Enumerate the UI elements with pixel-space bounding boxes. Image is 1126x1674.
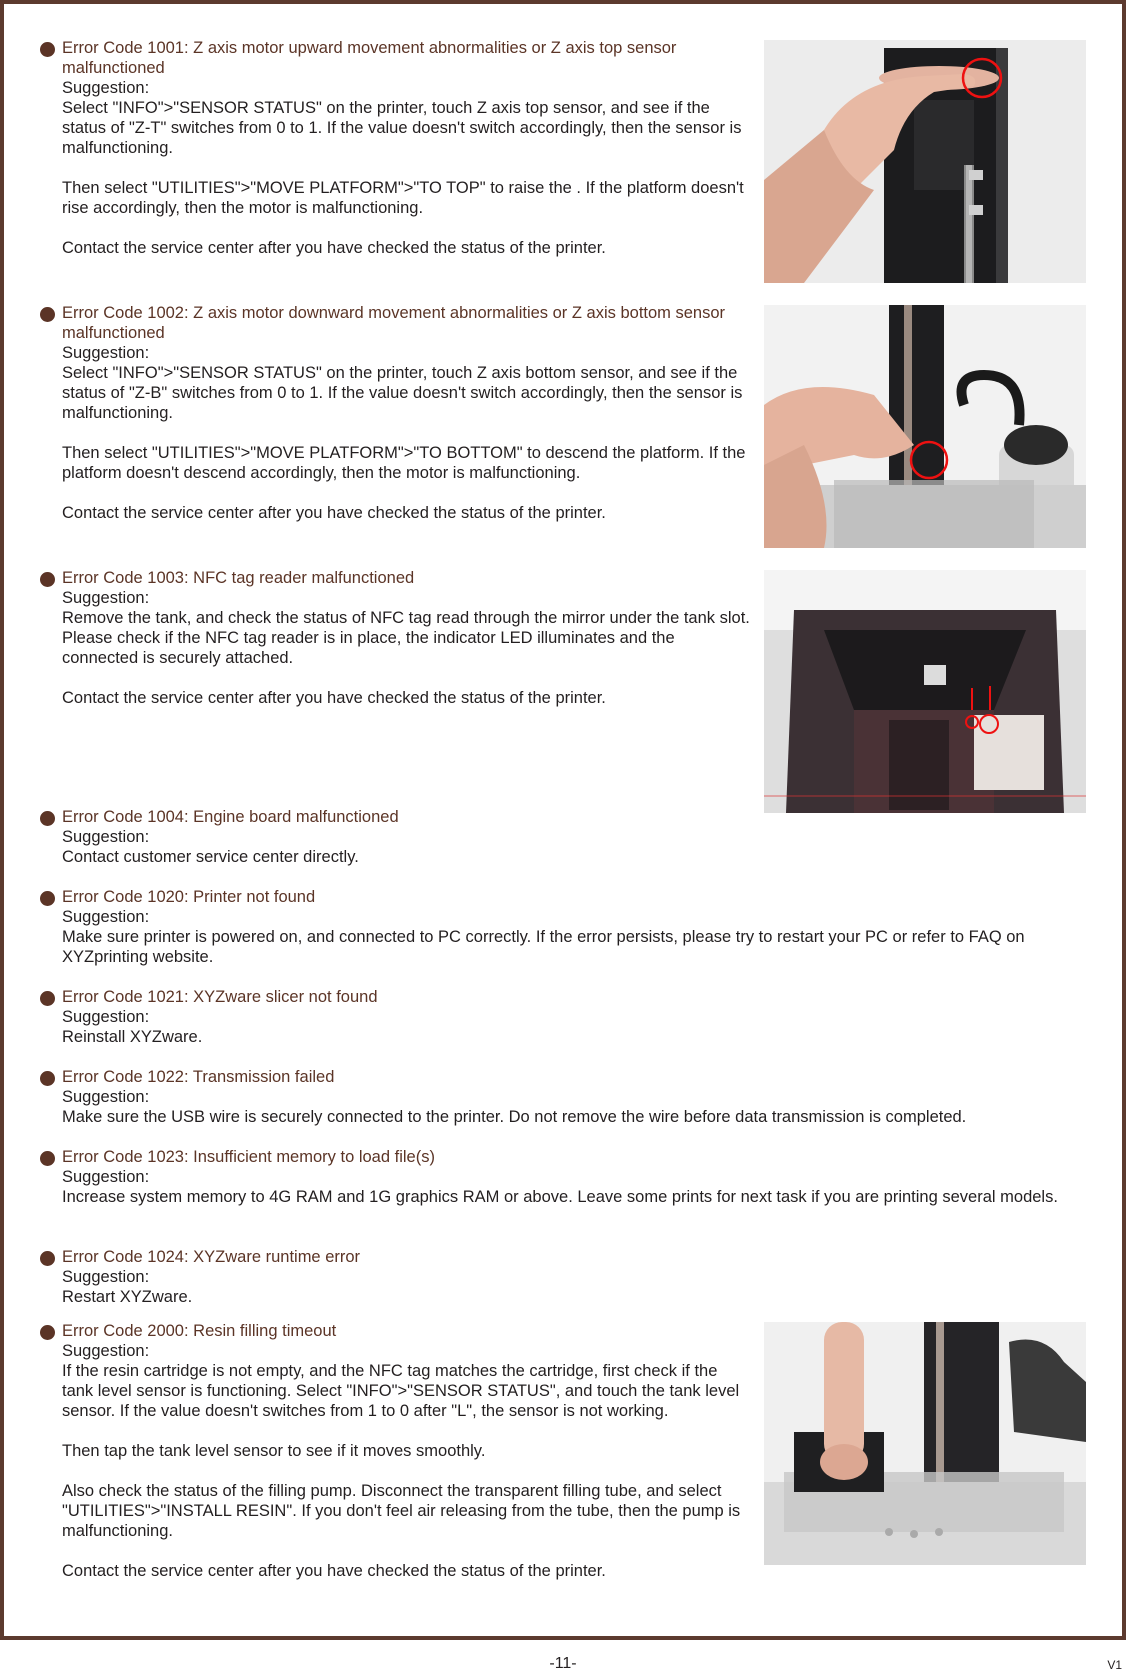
suggestion-text: Then tap the tank level sensor to see if it moves smoothly. (62, 1442, 486, 1460)
suggestion-label: Suggestion: (62, 1008, 150, 1026)
error-entry-2000 (40, 1321, 750, 1581)
suggestion-label: Suggestion: (62, 1268, 150, 1286)
suggestion-text: Increase system memory to 4G RAM and 1G graphics RAM or above. Leave some prints for next task if you are printing several models. (62, 1188, 1058, 1206)
error-title: Error Code 2000: Resin filling timeout (62, 1322, 337, 1340)
version-label: V1 (1107, 1658, 1122, 1672)
error-entry-1002 (40, 303, 750, 523)
suggestion-text: Reinstall XYZware. (62, 1028, 203, 1046)
suggestion-text: If the resin cartridge is not empty, and the NFC tag matches the cartridge, first check if the tank level sensor is functioning. Select "INFO">"SENSOR STATUS", and touch the tank level sensor. If the value doesn't switches from 1 to 0 after "L", the sensor is not working. (62, 1362, 740, 1420)
suggestion-text: Then select "UTILITIES">"MOVE PLATFORM">"TO TOP" to raise the . If the platform doesn't rise accordingly, then the motor is malfunctioning. (62, 179, 744, 217)
photo-z-bottom-sensor (764, 305, 1086, 548)
bullet-icon (40, 42, 55, 57)
suggestion-text: Restart XYZware. (62, 1288, 193, 1306)
error-entry-1022 (40, 1067, 1090, 1127)
error-title: Error Code 1003: NFC tag reader malfunctioned (62, 569, 415, 587)
bullet-icon (40, 991, 55, 1006)
bullet-icon (40, 1151, 55, 1166)
bullet-icon (40, 891, 55, 906)
page-number: -11- (549, 1655, 577, 1672)
bullet-icon (40, 1325, 55, 1340)
suggestion-label: Suggestion: (62, 589, 150, 607)
error-title: Error Code 1001: Z axis motor upward movement abnormalities or Z axis top sensor malfunctioned (62, 39, 677, 77)
suggestion-text: Select "INFO">"SENSOR STATUS" on the printer, touch Z axis bottom sensor, and see if the status of "Z-B" switches from 0 to 1. If the value doesn't switch accordingly, then the sensor is malfunctioning. (62, 364, 743, 422)
suggestion-label: Suggestion: (62, 908, 150, 926)
error-title: Error Code 1023: Insufficient memory to load file(s) (62, 1148, 435, 1166)
suggestion-text: Also check the status of the filling pump. Disconnect the transparent filling tube, and select "UTILITIES">"INSTALL RESIN". If you don't feel air releasing from the tube, then the pump is malfunctioning. (62, 1482, 741, 1540)
error-entry-1003 (40, 568, 750, 708)
error-title: Error Code 1022: Transmission failed (62, 1068, 335, 1086)
suggestion-label: Suggestion: (62, 828, 150, 846)
error-entry-1004 (40, 807, 1090, 867)
photo-z-top-sensor (764, 40, 1086, 283)
suggestion-label: Suggestion: (62, 79, 150, 97)
suggestion-text: Select "INFO">"SENSOR STATUS" on the printer, touch Z axis top sensor, and see if the status of "Z-T" switches from 0 to 1. If the value doesn't switch accordingly, then the sensor is malfunctioning. (62, 99, 742, 157)
suggestion-label: Suggestion: (62, 1342, 150, 1360)
suggestion-text: Remove the tank, and check the status of NFC tag read through the mirror under the tank slot. Please check if the NFC tag reader is in place, the indicator LED illuminates and the connected is securely attached. (62, 609, 750, 667)
error-entry-1001 (40, 38, 750, 258)
suggestion-text: Contact the service center after you have checked the status of the printer. (62, 1562, 606, 1580)
suggestion-label: Suggestion: (62, 1168, 150, 1186)
suggestion-text: Contact the service center after you have checked the status of the printer. (62, 504, 606, 522)
error-title: Error Code 1020: Printer not found (62, 888, 316, 906)
photo-nfc-reader (764, 570, 1086, 813)
suggestion-text: Contact the service center after you have checked the status of the printer. (62, 689, 606, 707)
bullet-icon (40, 811, 55, 826)
error-entry-1023 (40, 1147, 1090, 1207)
bullet-icon (40, 1251, 55, 1266)
bullet-icon (40, 572, 55, 587)
error-title: Error Code 1004: Engine board malfunctioned (62, 808, 399, 826)
suggestion-text: Contact the service center after you have checked the status of the printer. (62, 239, 606, 257)
suggestion-text: Then select "UTILITIES">"MOVE PLATFORM">"TO BOTTOM" to descend the platform. If the platform doesn't descend accordingly, then the motor is malfunctioning. (62, 444, 746, 482)
error-entry-1020 (40, 887, 1090, 967)
suggestion-text: Contact customer service center directly. (62, 848, 359, 866)
suggestion-label: Suggestion: (62, 344, 150, 362)
error-entry-1024 (40, 1247, 1090, 1307)
suggestion-text: Make sure the USB wire is securely connected to the printer. Do not remove the wire before data transmission is completed. (62, 1108, 967, 1126)
error-title: Error Code 1002: Z axis motor downward movement abnormalities or Z axis bottom sensor malfunctioned (62, 304, 726, 342)
error-title: Error Code 1024: XYZware runtime error (62, 1248, 361, 1266)
suggestion-text: Make sure printer is powered on, and connected to PC correctly. If the error persists, please try to restart your PC or refer to FAQ on XYZprinting website. (62, 928, 1025, 966)
photo-tank-level-sensor (764, 1322, 1086, 1565)
bullet-icon (40, 1071, 55, 1086)
suggestion-label: Suggestion: (62, 1088, 150, 1106)
error-title: Error Code 1021: XYZware slicer not found (62, 988, 378, 1006)
error-entry-1021 (40, 987, 1090, 1047)
bullet-icon (40, 307, 55, 322)
